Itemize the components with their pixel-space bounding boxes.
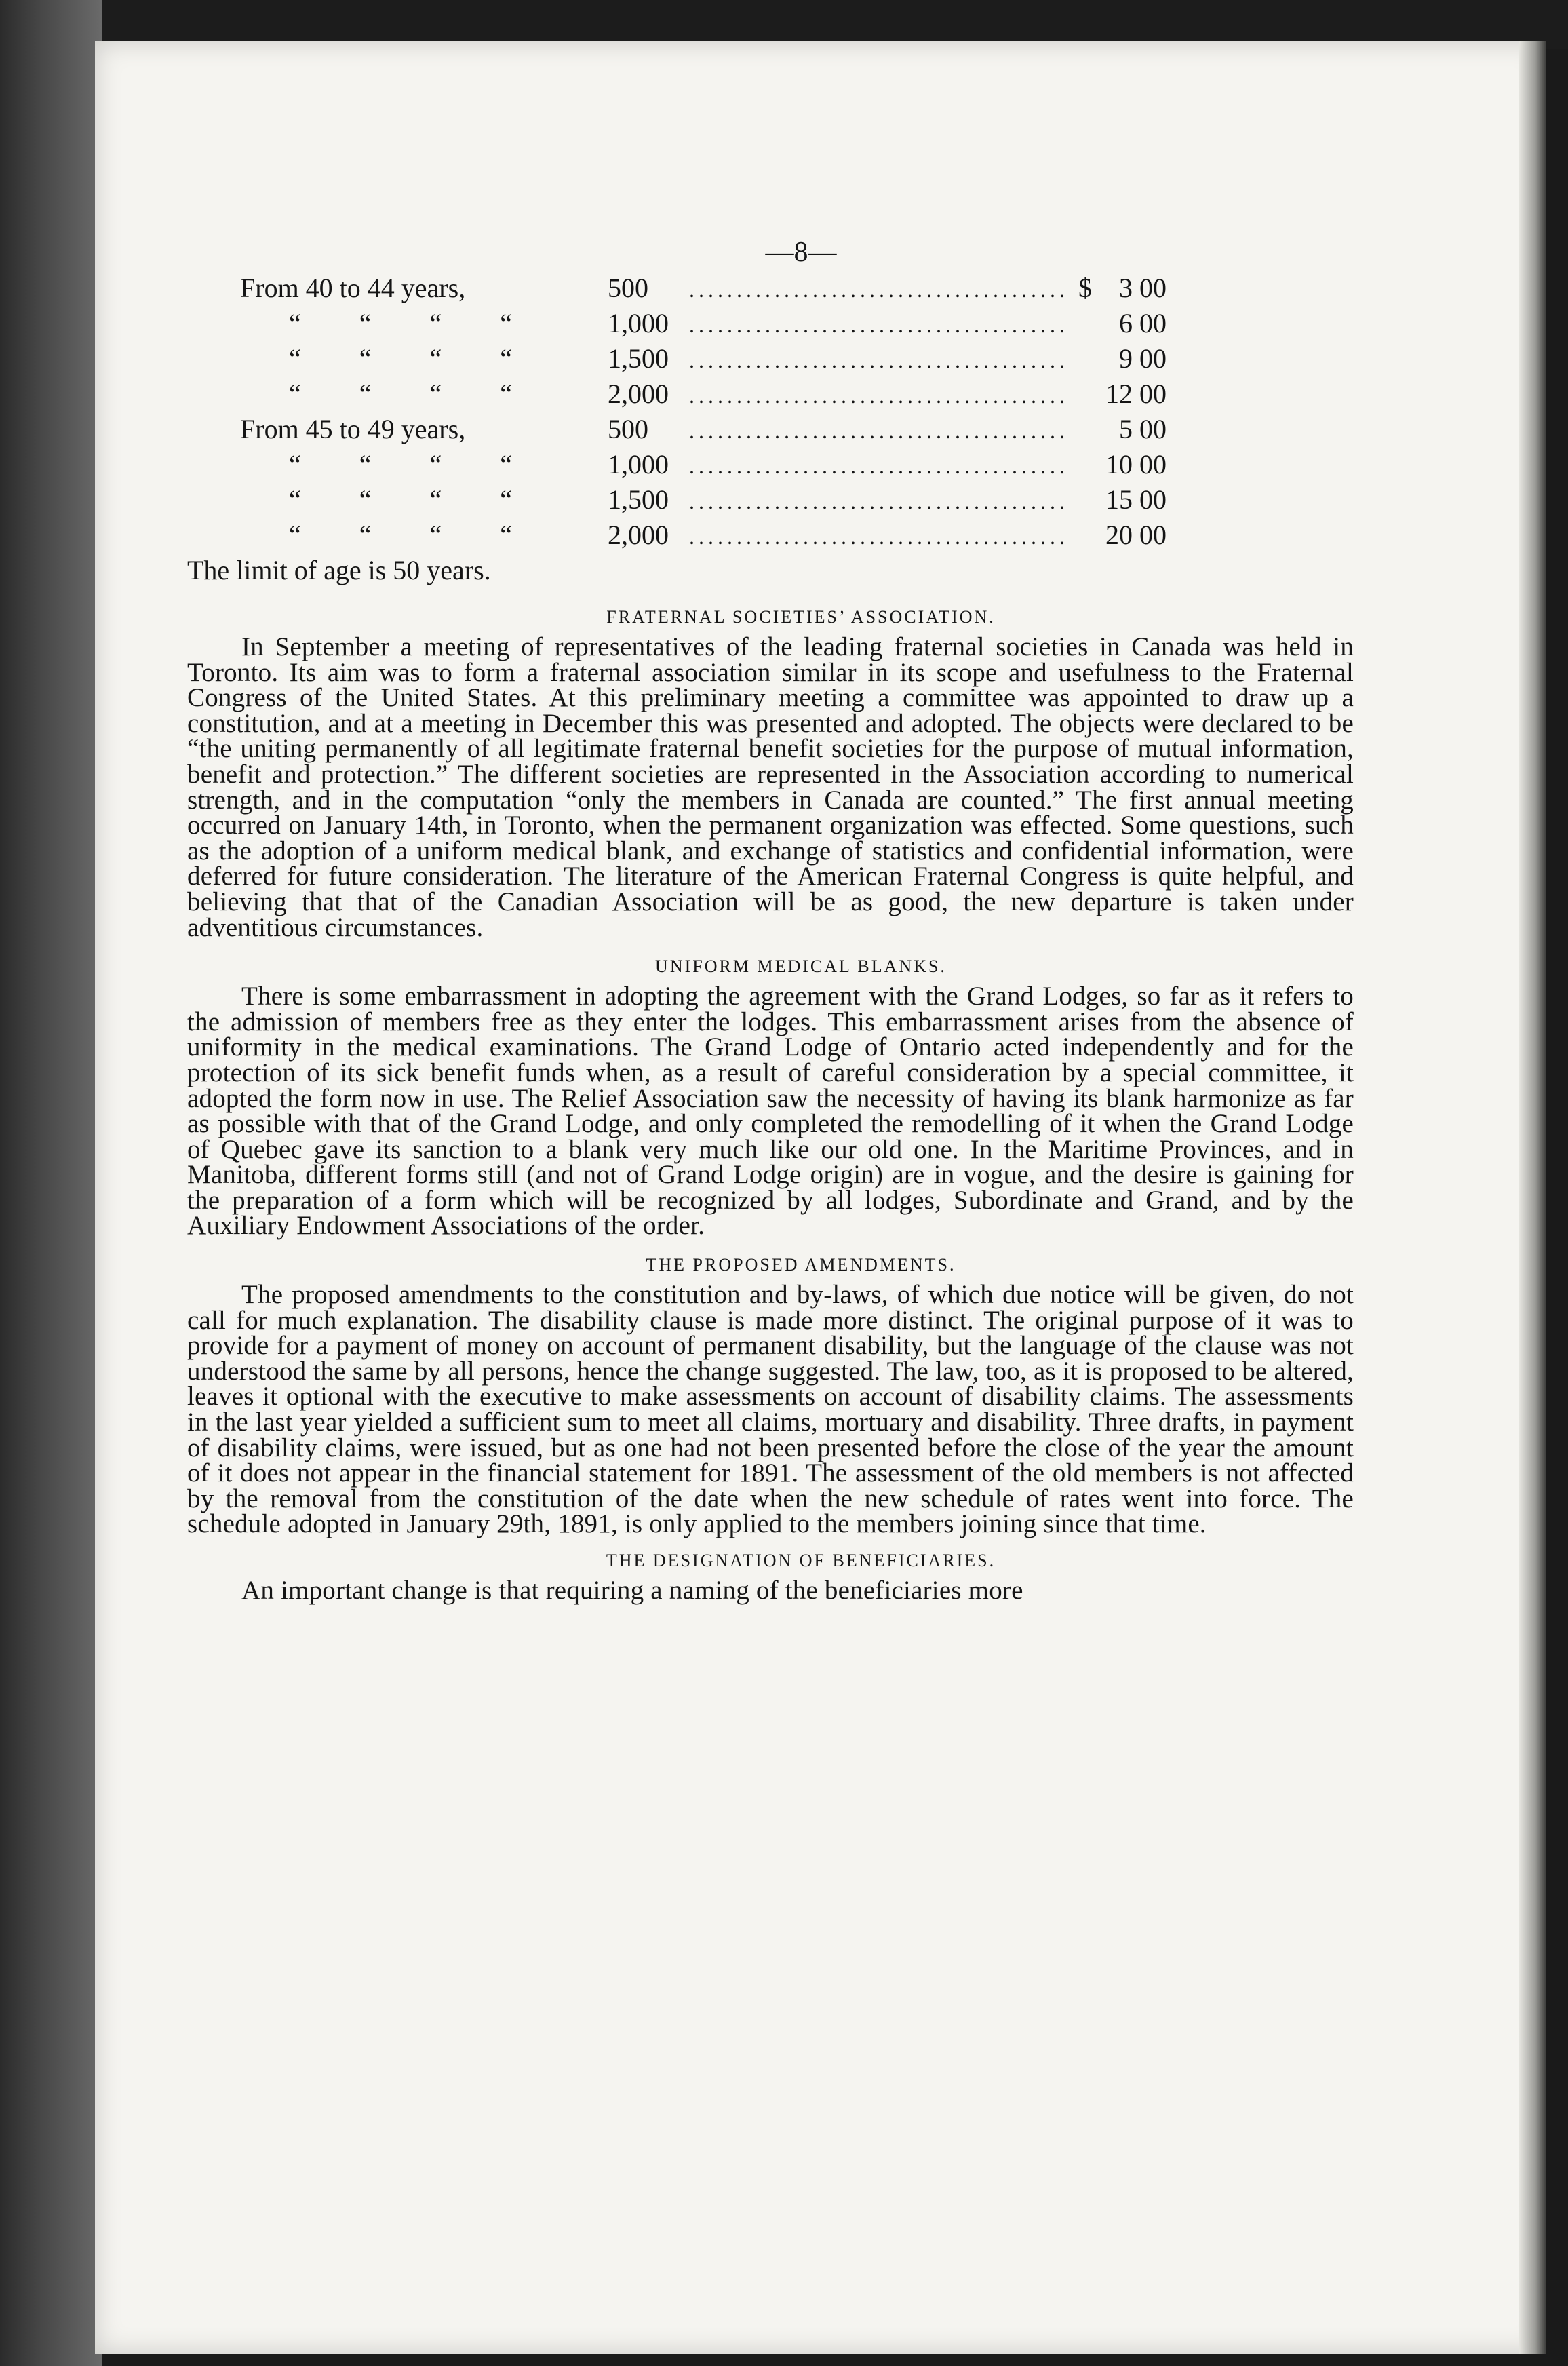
rate-price: 15 00 [1105,484,1167,515]
scan-border-left [0,0,102,2366]
dollar-sign: $ [1078,273,1092,303]
rate-row [240,483,1167,518]
rate-row [240,518,1167,554]
rate-price: 12 00 [1105,379,1167,409]
insured-amount: 2,000 [608,520,669,550]
leader-dots: ........................................ [689,383,1069,408]
ditto-marks: “ “ “ “ [289,343,538,374]
section-paragraph: There is some embarrassment in adopting the agreement with the Grand Lodges, so far as it refers to the admission of members free as they enter the lodges. This embarrassment arises from the absence of uniformity in the medical examinations. The Grand Lodge of Ontario acted independently and for the protection of its sick benefit funds when, as a result of careful consideration by a special committee, it adopted the form now in use. The Relief Association saw the necessity of having its blank harmonize as far as possible with that of the Grand Lodge, and only completed the remodelling of it when the Grand Lodge of Quebec gave its sanction to a blank very much like our old one. In the Maritime Provinces, and in Manitoba, different forms still (and not of Grand Lodge origin) are in vogue, and the desire is gaining for the preparation of a form which will be recognized by all lodges, Subordinate and Grand, and by the Auxiliary Endowment Associations of the order. [187,982,1354,1241]
section-heading: FRATERNAL SOCIETIES’ ASSOCIATION. [606,607,996,627]
leader-dots: ........................................ [689,277,1069,302]
age-limit-note: The limit of age is 50 years. [187,555,491,585]
leader-dots: ........................................ [689,454,1069,478]
leader-dots: ........................................ [689,524,1069,549]
insured-amount: 1,500 [608,343,669,374]
rate-price: 5 00 [1119,414,1167,444]
page-content [187,236,1354,1604]
rate-row [240,412,1167,448]
rate-price: 3 00 [1119,273,1167,303]
section-paragraph: An important change is that requiring a naming of the beneficiaries more [241,1576,1023,1605]
age-range: From 40 to 44 years, [240,273,466,303]
insured-amount: 500 [608,414,648,444]
rate-row [240,307,1167,342]
section-heading: UNIFORM MEDICAL BLANKS. [655,956,947,977]
rate-price: 6 00 [1119,308,1167,338]
section-heading: THE PROPOSED AMENDMENTS. [646,1255,956,1275]
page-gutter-shadow [1519,41,1546,2354]
rate-row [240,342,1167,377]
rate-price: 20 00 [1105,520,1167,550]
leader-dots: ........................................ [689,313,1069,337]
leader-dots: ........................................ [689,489,1069,513]
dollar-sign [1069,342,1092,377]
ditto-marks: “ “ “ “ [289,449,538,480]
section-heading: THE DESIGNATION OF BENEFICIARIES. [606,1551,996,1570]
dollar-sign [1069,518,1092,554]
insured-amount: 500 [608,273,648,303]
insured-amount: 1,000 [608,308,669,338]
page-number: —8— [765,237,837,268]
ditto-marks: “ “ “ “ [289,520,538,550]
insured-amount: 2,000 [608,379,669,409]
dollar-sign [1069,307,1092,342]
dollar-sign [1069,377,1092,412]
dollar-sign [1069,448,1092,483]
ditto-marks: “ “ “ “ [289,308,538,338]
dollar-sign [1069,483,1092,518]
rate-price: 10 00 [1105,449,1167,480]
rate-price: 9 00 [1119,343,1167,374]
section-paragraph: The proposed amendments to the constitution and by-laws, of which due notice will be given, do not call for much explanation. The disability clause is made more distinct. The original purpose of it was to provide for a payment of money on account of permanent disability, but the language of the clause was not understood the same by all persons, hence the change suggested. The law, too, as it is proposed to be altered, leaves it optional with the executive to make assessments on account of disability claims. The assessments in the last year yielded a sufficient sum to meet all claims, mortuary and disability. Three drafts, in payment of disability claims, were issued, but as one had not been presented before the close of the year the amount of it does not appear in the financial statement for 1891. The assessment of the old members is not affected by the removal from the constitution of the date when the new schedule of rates went into force. The schedule adopted in January 29th, 1891, is only applied to the members joining since that time. [187,1280,1354,1539]
dollar-sign [1069,412,1092,448]
insured-amount: 1,500 [608,484,669,515]
ditto-marks: “ “ “ “ [289,484,538,515]
rate-table [240,271,1167,554]
age-range: From 45 to 49 years, [240,414,466,444]
rate-row [240,377,1167,412]
section-paragraph: In September a meeting of representatives of the leading fraternal societies in Canada was held in Toronto. Its aim was to form a fraternal association similar in its scope and usefulness to the Fraternal Congress of the United States. At this preliminary meeting a committee was appointed to draw up a constitution, and at a meeting in December this was presented and adopted. The objects were declared to be “the uniting permanently of all legitimate fraternal benefit societies for the purpose of mutual information, benefit and protection.” The different societies are represented in the Association according to numerical strength, and in the computation “only the members in Canada are counted.” The first annual meeting occurred on January 14th, in Toronto, when the permanent organization was effected. Some questions, such as the adoption of a uniform medical blank, and exchange of statistics and confidential information, were deferred for future consideration. The literature of the American Fraternal Congress is quite helpful, and believing that that of the Canadian Association will be as good, the new departure is taken under adventitious circumstances. [187,632,1354,942]
rate-row [240,271,1167,307]
insured-amount: 1,000 [608,449,669,480]
leader-dots: ........................................ [689,419,1069,443]
leader-dots: ........................................ [689,348,1069,372]
ditto-marks: “ “ “ “ [289,379,538,409]
rate-row [240,448,1167,483]
